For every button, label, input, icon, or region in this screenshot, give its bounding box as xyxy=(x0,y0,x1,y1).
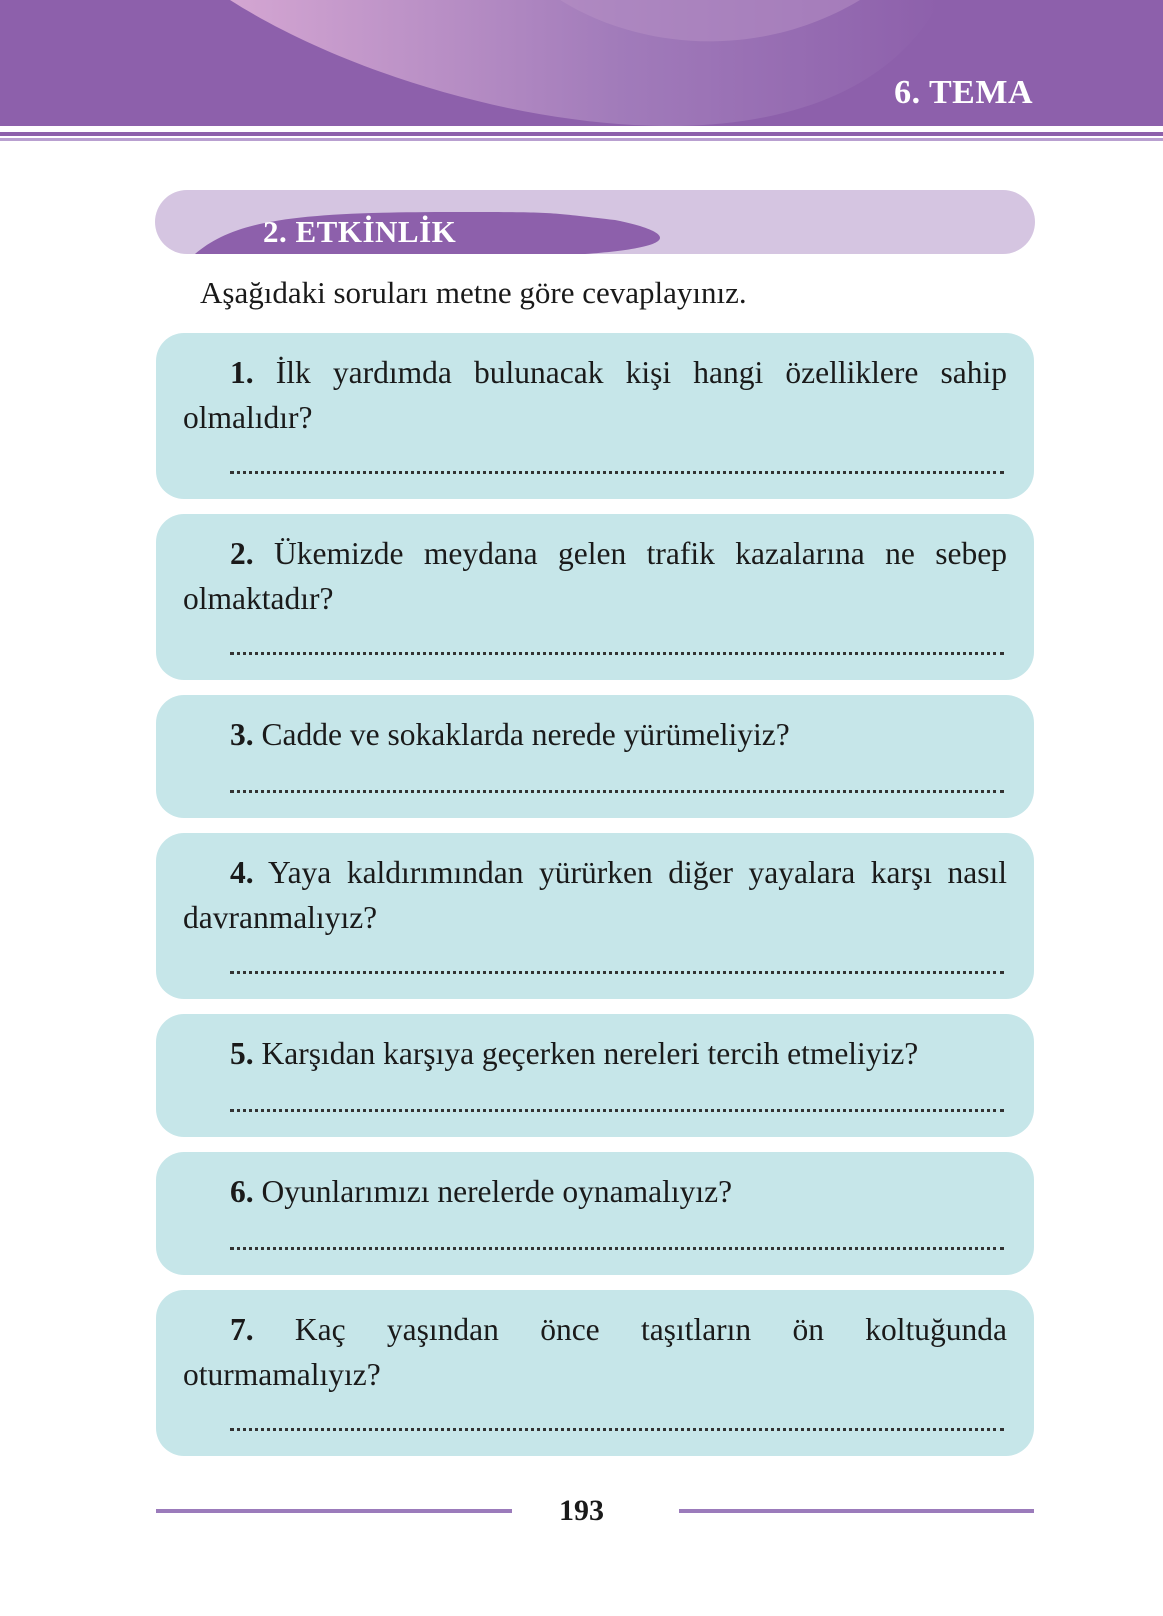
question-body: Kaç yaşından önce taşıtların ön koltuğunda oturmamalıyız? xyxy=(183,1312,1007,1392)
page-number: 193 xyxy=(559,1494,604,1527)
question-box-2 xyxy=(156,514,1034,680)
instruction-text: Aşağıdaki soruları metne göre cevaplayınız. xyxy=(200,275,747,310)
question-body: Ükemizde meydana gelen trafik kazalarına ne sebep olmaktadır? xyxy=(183,536,1007,616)
answer-line-3[interactable] xyxy=(230,790,1004,793)
question-text-2 xyxy=(183,531,1007,621)
activity-heading-bar xyxy=(155,190,1035,254)
question-text-5 xyxy=(183,1031,1007,1076)
question-box-4 xyxy=(156,833,1034,999)
question-text-7 xyxy=(183,1307,1007,1397)
answer-line-6[interactable] xyxy=(230,1247,1004,1250)
answer-line-1[interactable] xyxy=(230,471,1004,474)
activity-title: 2. ETKİNLİK xyxy=(263,214,457,249)
question-box-3 xyxy=(156,695,1034,818)
answer-line-4[interactable] xyxy=(230,971,1004,974)
header-banner xyxy=(0,0,1163,150)
question-number: 2. xyxy=(230,536,254,571)
question-number: 7. xyxy=(230,1312,254,1347)
question-number: 5. xyxy=(230,1036,254,1071)
question-body: İlk yardımda bulunacak kişi hangi özelliklere sahip olmalıdır? xyxy=(183,355,1007,435)
question-body: Cadde ve sokaklarda nerede yürümeliyiz? xyxy=(261,717,790,752)
question-number: 1. xyxy=(230,355,254,390)
answer-line-7[interactable] xyxy=(230,1428,1004,1431)
question-body: Oyunlarımızı nerelerde oynamalıyız? xyxy=(261,1174,733,1209)
question-box-6 xyxy=(156,1152,1034,1275)
question-number: 6. xyxy=(230,1174,254,1209)
question-number: 3. xyxy=(230,717,254,752)
question-body: Yaya kaldırımından yürürken diğer yayalara karşı nasıl davranmalıyız? xyxy=(183,855,1007,935)
question-box-7 xyxy=(156,1290,1034,1456)
question-box-5 xyxy=(156,1014,1034,1137)
theme-title: 6. TEMA xyxy=(894,74,1033,111)
question-number: 4. xyxy=(230,855,254,890)
question-text-3 xyxy=(183,712,1007,757)
question-body: Karşıdan karşıya geçerken nereleri tercih etmeliyiz? xyxy=(261,1036,919,1071)
question-text-4 xyxy=(183,850,1007,940)
question-text-6 xyxy=(183,1169,1007,1214)
question-box-1 xyxy=(156,333,1034,499)
answer-line-2[interactable] xyxy=(230,652,1004,655)
question-text-1 xyxy=(183,350,1007,440)
answer-line-5[interactable] xyxy=(230,1109,1004,1112)
